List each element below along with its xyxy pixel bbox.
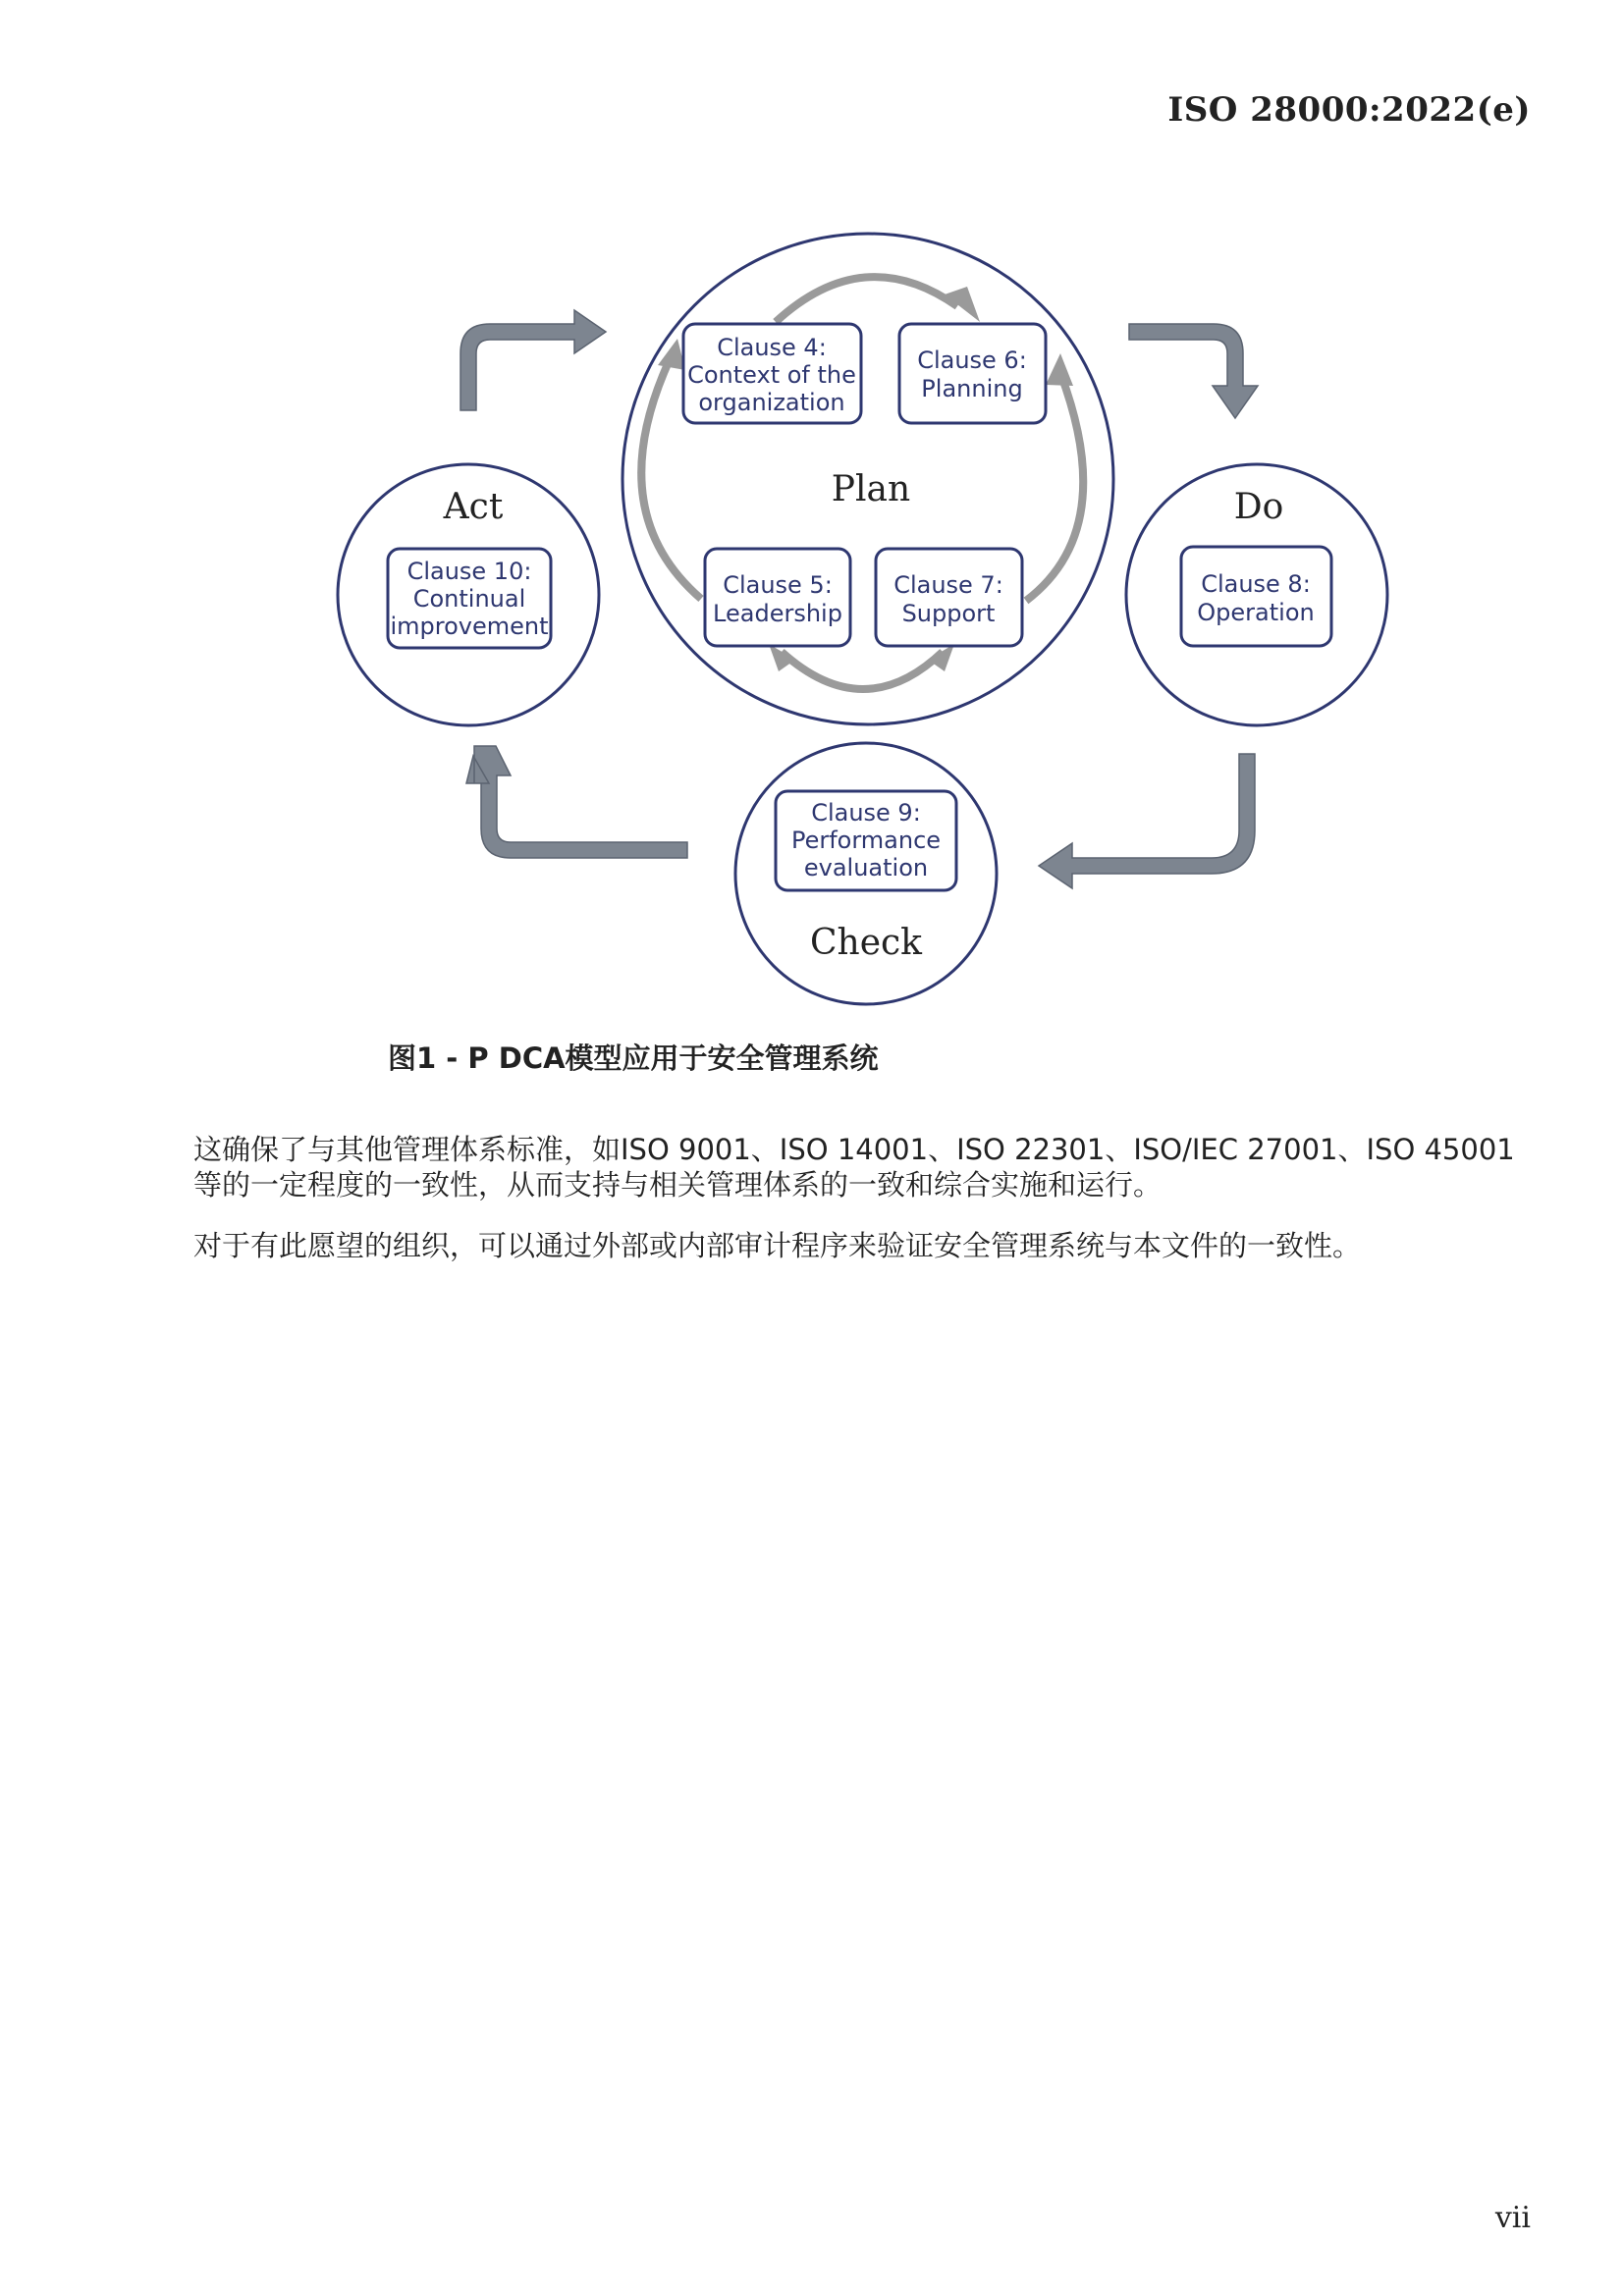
phase-label-check: Check <box>809 923 923 963</box>
arrow-act-to-plan <box>460 310 606 410</box>
clause-8-line-2: Operation <box>1197 599 1315 626</box>
body-paragraph-1: 这确保了与其他管理体系标准，如ISO 9001、ISO 14001、ISO 22301、ISO/IEC 27001、ISO 45001等的一定程度的一致性，从而支持与相关管理体系的一致和综合实施和运行。 <box>193 1133 1515 1201</box>
clause-4-line-1: Clause 4: <box>717 334 827 361</box>
pdca-diagram <box>0 0 1623 1021</box>
phase-label-plan: Plan <box>831 469 911 509</box>
clause-7-line-1: Clause 7: <box>893 571 1003 599</box>
phase-label-do: Do <box>1233 487 1284 527</box>
clause-8-line-1: Clause 8: <box>1201 570 1311 598</box>
clause-10-line-2: Continual <box>412 585 526 613</box>
body-paragraph-2: 对于有此愿望的组织，可以通过外部或内部审计程序来验证安全管理系统与本文件的一致性。 <box>193 1229 1362 1262</box>
arrow-check-to-act <box>466 746 687 858</box>
clause-6-line-2: Planning <box>921 375 1023 402</box>
page-number: vii <box>1494 2201 1531 2235</box>
clause-9-line-1: Clause 9: <box>811 799 921 827</box>
clause-7-line-2: Support <box>901 600 996 627</box>
clause-6-line-1: Clause 6: <box>917 347 1027 374</box>
document-header: ISO 28000:2022(e) <box>1167 90 1531 130</box>
clause-5-line-2: Leadership <box>713 600 842 627</box>
clause-10-line-1: Clause 10: <box>406 558 532 585</box>
clause-9-line-2: Performance <box>790 827 942 854</box>
figure-caption: 图1 - P DCA模型应用于安全管理系统 <box>388 1041 879 1075</box>
phase-label-act: Act <box>443 487 504 527</box>
arrow-plan-to-do <box>1129 324 1258 418</box>
clause-5-line-1: Clause 5: <box>723 571 833 599</box>
clause-10-line-3: improvement <box>390 613 549 640</box>
clause-4-line-3: organization <box>698 389 845 416</box>
clause-4-line-2: Context of the <box>687 361 856 389</box>
clause-9-line-3: evaluation <box>803 854 929 881</box>
arrow-do-to-check <box>1039 754 1255 888</box>
